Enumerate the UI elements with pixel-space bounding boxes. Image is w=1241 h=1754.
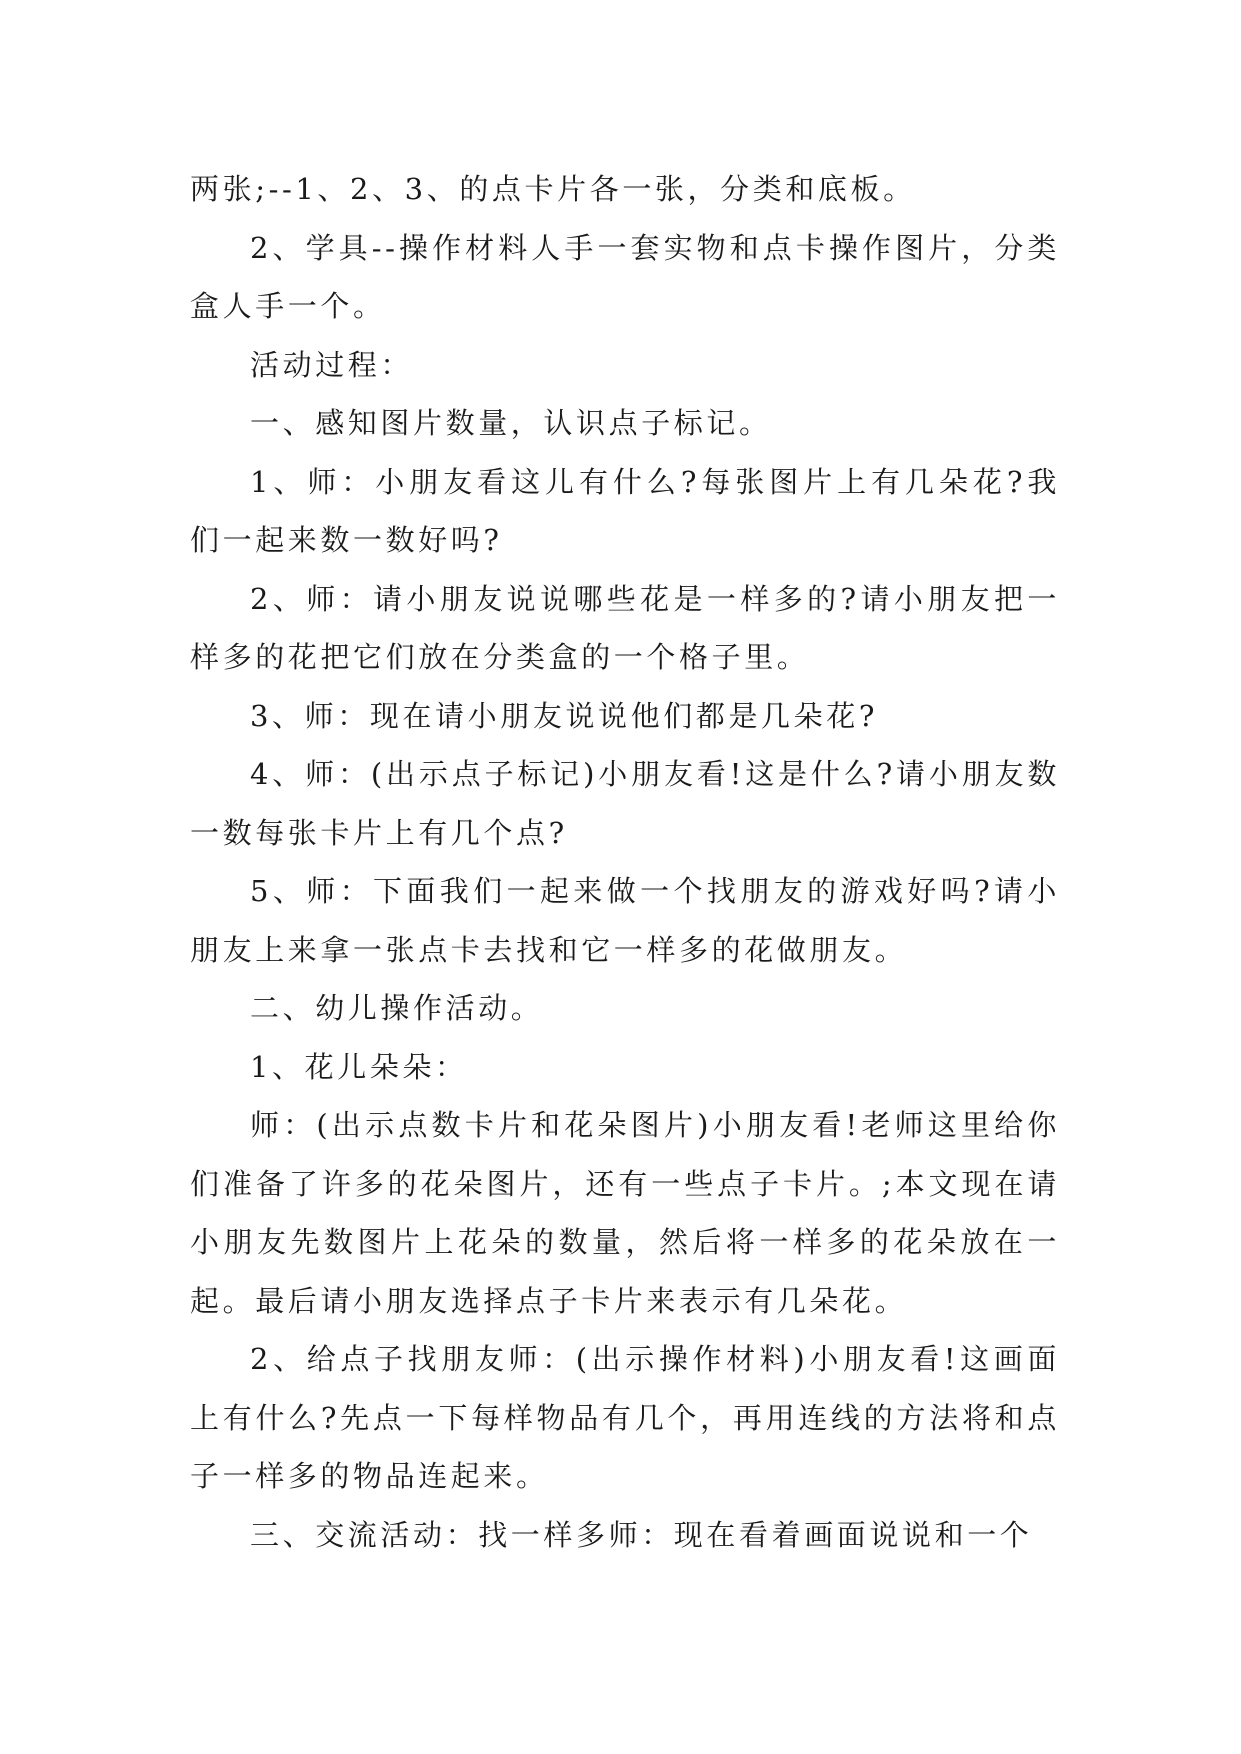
paragraph-flowers-heading: 1、花儿朵朵： bbox=[250, 1049, 468, 1084]
paragraph-step-1: 1、师：小朋友看这儿有什么?每张图片上有几朵花?我们一起来数一数好吗? bbox=[190, 464, 1060, 557]
paragraph-step-2: 2、师：请小朋友说说哪些花是一样多的?请小朋友把一样多的花把它们放在分类盒的一个格子里。 bbox=[190, 581, 1060, 674]
paragraph-step-5: 5、师：下面我们一起来做一个找朋友的游戏好吗?请小朋友上来拿一张点卡去找和它一样多的花做朋友。 bbox=[190, 874, 1060, 967]
paragraph-step-3: 3、师：现在请小朋友说说他们都是几朵花? bbox=[250, 698, 878, 733]
paragraph-flowers-instructions: 师：(出示点数卡片和花朵图片)小朋友看!老师这里给你们准备了许多的花朵图片，还有一些点子卡片。;本文现在请小朋友先数图片上花朵的数量，然后将一样多的花朵放在一起。最后请小朋友选择点子卡片来表示有几朵花。 bbox=[190, 1108, 1060, 1318]
paragraph-section-one-heading: 一、感知图片数量，认识点子标记。 bbox=[250, 406, 772, 440]
paragraph-continuation: 两张;--1、2、3、的点卡片各一张，分类和底板。 bbox=[190, 172, 916, 206]
paragraph-activity-process-heading: 活动过程： bbox=[250, 347, 414, 382]
paragraph-step-4: 4、师：(出示点子标记)小朋友看!这是什么?请小朋友数一数每张卡片上有几个点? bbox=[190, 757, 1060, 850]
paragraph-learning-tools: 2、学具--操作材料人手一套实物和点卡操作图片，分类盒人手一个。 bbox=[190, 230, 1060, 323]
paragraph-section-three: 三、交流活动：找一样多师：现在看着画面说说和一个 bbox=[250, 1517, 1033, 1552]
paragraph-find-friends: 2、给点子找朋友师：(出示操作材料)小朋友看!这画面上有什么?先点一下每样物品有几个，再用连线的方法将和点子一样多的物品连起来。 bbox=[190, 1342, 1060, 1493]
document-page bbox=[190, 160, 1060, 1564]
paragraph-section-two-heading: 二、幼儿操作活动。 bbox=[250, 991, 544, 1025]
